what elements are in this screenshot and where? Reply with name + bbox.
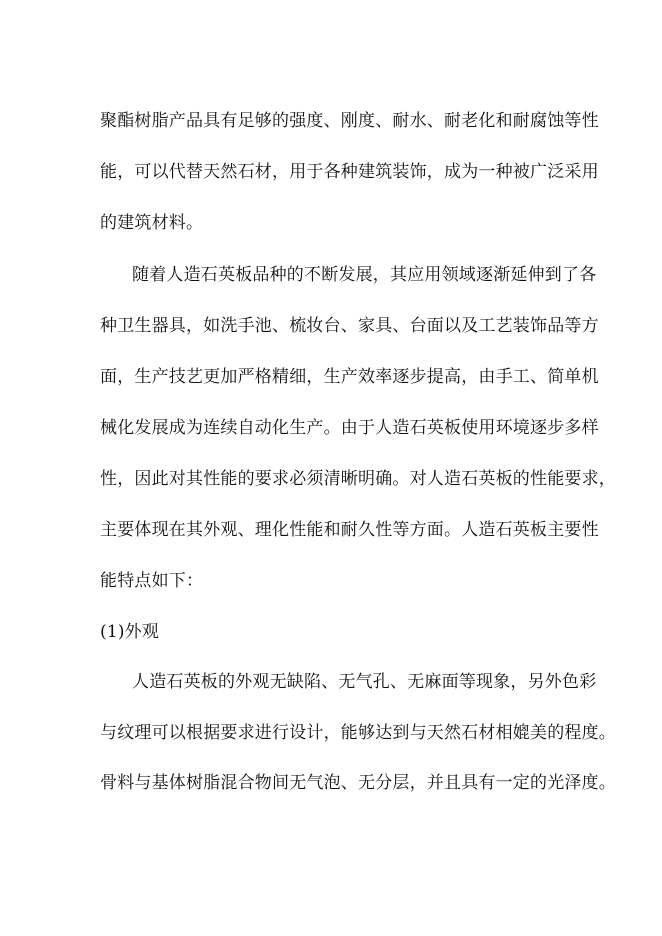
section-heading-appearance: (1)外观 bbox=[100, 622, 160, 642]
text-line-4: 随着人造石英板品种的不断发展，其应用领域逐渐延伸到了各 bbox=[132, 265, 597, 285]
text-line-9: 主要体现在其外观、理化性能和耐久性等方面。人造石英板主要性 bbox=[100, 520, 599, 540]
text-line-3: 的建筑材料。 bbox=[100, 213, 204, 233]
text-line-6: 面，生产技艺更加严格精细，生产效率逐步提高，由手工、简单机 bbox=[100, 367, 599, 387]
text-line-1: 聚酯树脂产品具有足够的强度、刚度、耐水、耐老化和耐腐蚀等性 bbox=[100, 111, 599, 131]
text-line-7: 械化发展成为连续自动化生产。由于人造石英板使用环境逐步多样 bbox=[100, 418, 599, 438]
text-line-14: 骨料与基体树脂混合物间无气泡、无分层，并且具有一定的光泽度。 bbox=[100, 773, 616, 793]
text-line-12: 人造石英板的外观无缺陷、无气孔、无麻面等现象，另外色彩 bbox=[132, 672, 597, 692]
text-line-8: 性，因此对其性能的要求必须清晰明确。对人造石英板的性能要求， bbox=[100, 469, 616, 489]
text-line-10: 能特点如下： bbox=[100, 571, 204, 591]
text-line-2: 能，可以代替天然石材，用于各种建筑装饰，成为一种被广泛采用 bbox=[100, 162, 599, 182]
text-line-13: 与纹理可以根据要求进行设计，能够达到与天然石材相媲美的程度。 bbox=[100, 723, 616, 743]
text-line-5: 种卫生器具，如洗手池、梳妆台、家具、台面以及工艺装饰品等方 bbox=[100, 316, 599, 336]
